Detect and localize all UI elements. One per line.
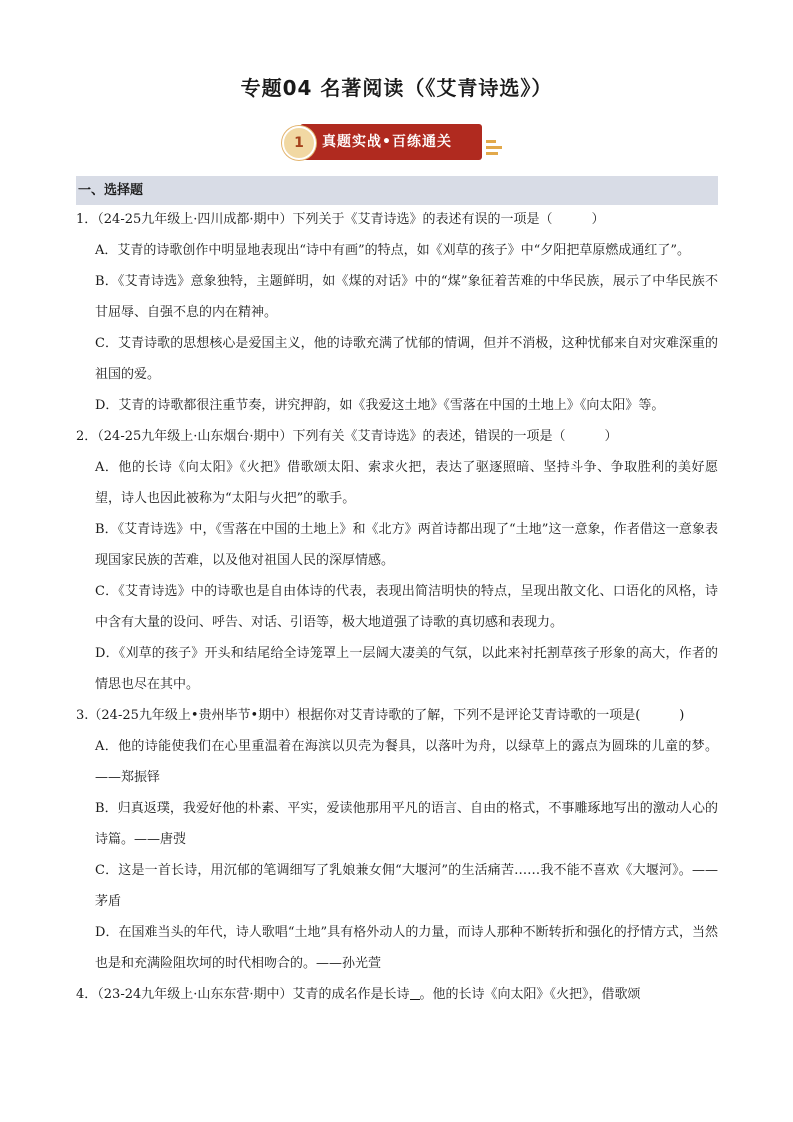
option-b: B．归真返璞，我爱好他的朴素、平实，爱读他那用平凡的语言、自由的格式，不事雕琢地写出的激动人心的诗篇。——唐弢	[95, 801, 718, 847]
question-1	[76, 204, 718, 421]
badge-label: 真题实战•百练通关	[322, 134, 452, 150]
page-title: 专题04 名著阅读（《艾青诗选》）	[240, 76, 553, 100]
question-stem: 1．（24-25九年级上·四川成都·期中）下列关于《艾青诗选》的表述有误的一项是（ ）	[76, 212, 605, 227]
option-b: B．《艾青诗选》中，《雪落在中国的土地上》和《北方》两首诗都出现了“土地”这一意象，作者借这一意象表现国家民族的苦难，以及他对祖国人民的深厚情感。	[95, 522, 718, 568]
question-2	[76, 421, 718, 700]
option-a: A．他的诗能使我们在心里重温着在海滨以贝壳为餐具，以落叶为舟，以绿草上的露点为圆珠的儿童的梦。——郑振铎	[95, 739, 718, 785]
question-4	[76, 979, 718, 1010]
stem-part-1: 4．（23-24九年级上·山东东营·期中）艾青的成名作是长诗	[76, 987, 410, 1002]
option-a: A．他的长诗《向太阳》《火把》借歌颂太阳、索求火把，表达了驱逐照暗、坚持斗争、争取胜利的美好愿望，诗人也因此被称为“太阳与火把”的歌手。	[95, 460, 718, 506]
question-3	[76, 700, 718, 979]
option-c: C．这是一首长诗，用沉郁的笔调细写了乳娘兼女佣“大堰河”的生活痛苦……我不能不喜欢《大堰河》。——茅盾	[95, 863, 718, 909]
badge-number: 1	[282, 126, 316, 160]
option-a: A．艾青的诗歌创作中明显地表现出“诗中有画”的特点，如《刈草的孩子》中“夕阳把草原燃成通红了”。	[95, 243, 690, 258]
option-c: C．《艾青诗选》中的诗歌也是自由体诗的代表，表现出简洁明快的特点，呈现出散文化、口语化的风格，诗中含有大量的设问、呼告、对话、引语等，极大地道强了诗歌的真切感和表现力。	[95, 584, 718, 630]
option-c: C．艾青诗歌的思想核心是爱国主义，他的诗歌充满了忧郁的情调，但并不消极，这种忧郁来自对灾难深重的祖国的爱。	[95, 336, 718, 382]
answer-blank[interactable]	[410, 985, 420, 1000]
stem-part-2: 。他的长诗《向太阳》《火把》，借歌颂	[419, 987, 641, 1002]
question-stem	[76, 979, 718, 1010]
question-stem: 2．（24-25九年级上·山东烟台·期中）下列有关《艾青诗选》的表述，错误的一项是（ ）	[76, 429, 618, 444]
option-d: D．《刈草的孩子》开头和结尾给全诗笼罩上一层阔大凄美的气氛，以此来衬托割草孩子形象的高大，作者的情思也尽在其中。	[95, 646, 718, 692]
section-badge	[282, 122, 514, 164]
option-b: B．《艾青诗选》意象独特，主题鲜明，如《煤的对话》中的“煤”象征着苦难的中华民族，展示了中华民族不甘屈辱、自强不息的内在精神。	[95, 274, 718, 320]
question-stem: 3.（24-25九年级上•贵州毕节•期中）根据你对艾青诗歌的了解，下列不是评论艾青诗歌的一项是( )	[76, 708, 685, 723]
option-d: D．在国难当头的年代，诗人歌唱“土地”具有格外动人的力量，而诗人那种不断转折和强化的抒情方式，当然也是和充满险阻坎坷的时代相吻合的。——孙光萱	[95, 925, 718, 971]
badge-stripes-icon	[486, 140, 502, 158]
question-list	[76, 204, 718, 1010]
option-d: D．艾青的诗歌都很注重节奏，讲究押韵，如《我爱这土地》《雪落在中国的土地上》《向太阳》等。	[95, 398, 665, 413]
section-heading: 一、选择题	[76, 176, 718, 205]
